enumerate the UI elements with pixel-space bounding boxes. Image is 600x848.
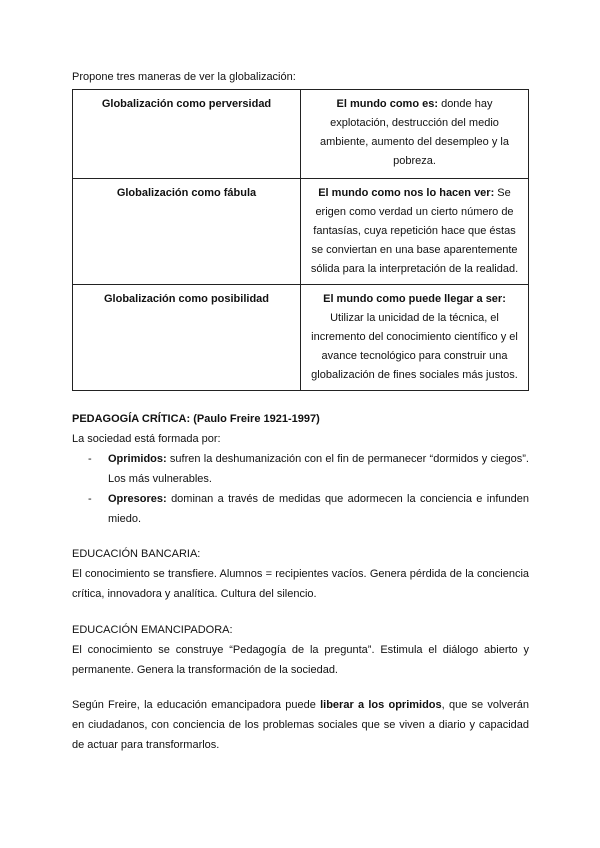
list-item-text: sufren la deshumanización con el fin de permanecer “dormidos y ciegos”. Los más vulnerables. [108, 453, 529, 485]
table-row [73, 285, 529, 391]
description-text: Utilizar la unicidad de la técnica, el incremento del conocimiento científico y el avance tecnológico para construir una globalización de fines sociales más justos. [311, 312, 518, 381]
emancipadora-heading: EDUCACIÓN EMANCIPADORA: [72, 624, 233, 636]
society-list [72, 449, 529, 529]
list-item-text: dominan a través de medidas que adormecen la conciencia e infunden miedo. [108, 493, 529, 525]
intro-text: Propone tres maneras de ver la globalización: [72, 71, 296, 83]
table-cell-description [301, 285, 529, 391]
pedagogia-section [72, 409, 529, 529]
conclusion-paragraph [72, 695, 529, 755]
bancaria-heading: EDUCACIÓN BANCARIA: [72, 548, 201, 560]
table-cell-concept: Globalización como posibilidad [73, 285, 301, 391]
table-cell-concept: Globalización como perversidad [73, 90, 301, 179]
list-item [72, 489, 529, 529]
list-item [72, 449, 529, 489]
description-text: Se erigen como verdad un cierto número de fantasías, cuya repetición hace que éstas se conviertan en una base aparentemente sólida para la interpretación de la realidad. [310, 187, 519, 275]
bancaria-text: El conocimiento se transfiere. Alumnos = recipientes vacíos. Genera pérdida de la conciencia crítica, innovadora y analítica. Cultura del silencio. [72, 568, 529, 600]
bancaria-section [72, 544, 529, 604]
table-row [73, 179, 529, 285]
table-cell-description [301, 90, 529, 179]
description-title: El mundo como es: [336, 98, 439, 110]
list-item-term: Opresores: [108, 493, 167, 505]
table-cell-description [301, 179, 529, 285]
pedagogia-heading: PEDAGOGÍA CRÍTICA: (Paulo Freire 1921-1997) [72, 413, 320, 425]
list-item-term: Oprimidos: [108, 453, 167, 465]
emancipadora-section [72, 620, 529, 680]
emancipadora-text: El conocimiento se construye “Pedagogía de la pregunta”. Estimula el diálogo abierto y permanente. Genera la transformación de la sociedad. [72, 644, 529, 676]
description-title: El mundo como puede llegar a ser: [323, 293, 506, 305]
dash-bullet: - [88, 493, 92, 505]
conclusion-text-start: Según Freire, la educación emancipadora puede [72, 699, 321, 711]
table-row [73, 90, 529, 179]
conclusion-emphasis: liberar a los oprimidos [320, 699, 442, 711]
globalization-table [72, 89, 529, 391]
description-text: donde hay explotación, destrucción del medio ambiente, aumento del desempleo y la pobreza. [320, 98, 509, 167]
table-cell-concept: Globalización como fábula [73, 179, 301, 285]
description-title: El mundo como nos lo hacen ver: [318, 187, 495, 199]
dash-bullet: - [88, 453, 92, 465]
conclusion-text-end: , que se volverán en ciudadanos, con conciencia de los problemas sociales que se viven a diario y capacidad de actuar para transformarlos. [72, 699, 530, 751]
pedagogia-intro: La sociedad está formada por: [72, 433, 221, 445]
